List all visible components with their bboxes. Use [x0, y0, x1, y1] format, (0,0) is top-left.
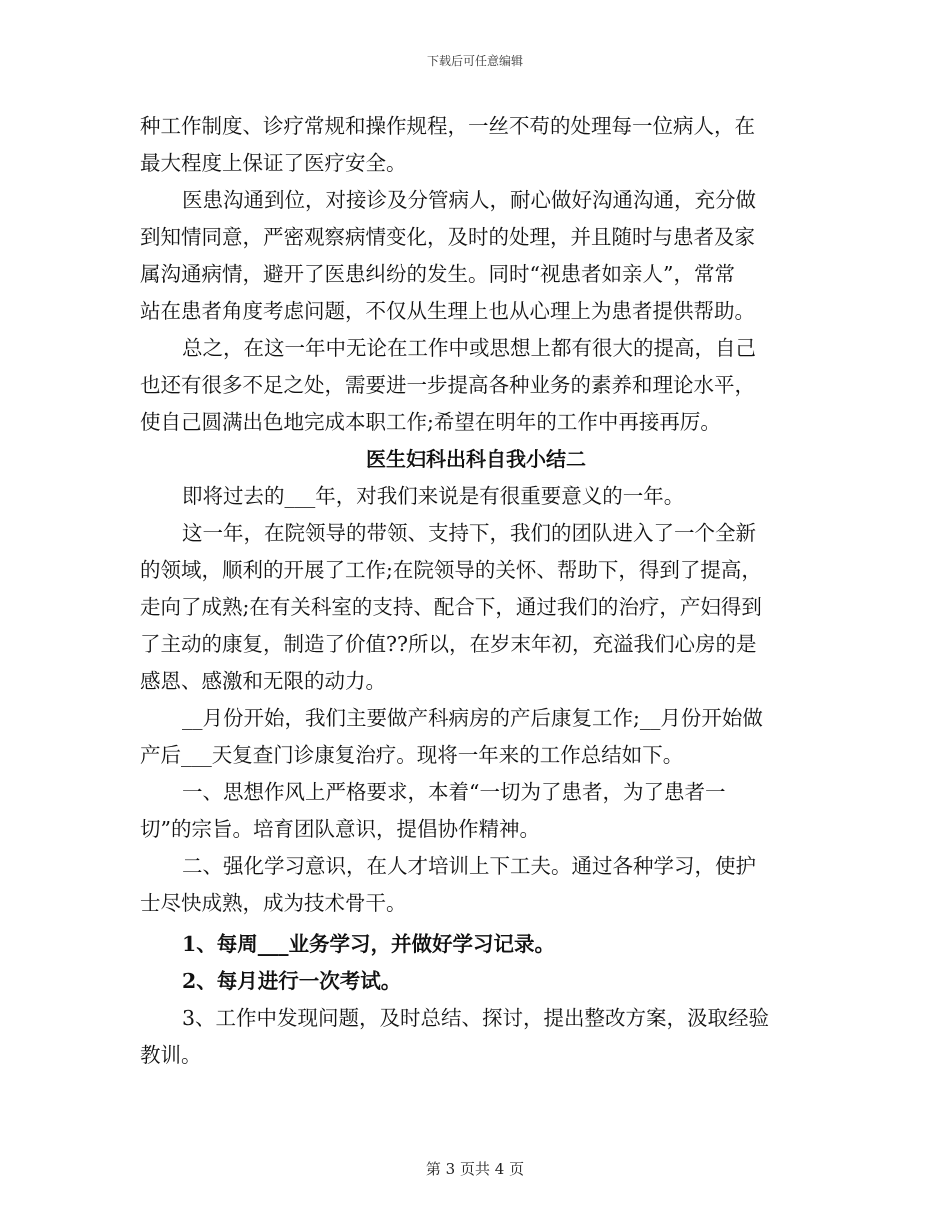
- paragraph-line: 二、强化学习意识，在人才培训上下工夫。通过各种学习，使护: [182, 854, 756, 878]
- page-number-footer: 第 3 页共 4 页: [425, 1160, 525, 1178]
- section-title: 医生妇科出科自我小结二: [366, 447, 586, 471]
- paragraph-line: 即将过去的___年，对我们来说是有很重要意义的一年。: [182, 484, 685, 508]
- paragraph-line: 总之，在这一年中无论在工作中或思想上都有很大的提高，自己: [182, 336, 756, 360]
- paragraph-line: 的领域，顺利的开展了工作;在院领导的关怀、帮助下，得到了提高，: [140, 558, 762, 582]
- paragraph-line: 医患沟通到位，对接诊及分管病人，耐心做好沟通沟通，充分做: [182, 188, 756, 212]
- list-item-bold: 1、每周___业务学习，并做好学习记录。: [182, 932, 556, 956]
- paragraph-line: 这一年，在院领导的带领、支持下，我们的团队进入了一个全新: [182, 521, 756, 545]
- list-item: 3、工作中发现问题，及时总结、探讨，提出整改方案，汲取经验: [182, 1006, 770, 1030]
- list-item-bold: 2、每月进行一次考试。: [182, 969, 402, 993]
- paragraph-line: 最大程度上保证了医疗安全。: [140, 151, 407, 175]
- paragraph-line: 到知情同意，严密观察病情变化，及时的处理，并且随时与患者及家: [140, 225, 755, 249]
- paragraph-line: 使自己圆满出色地完成本职工作;希望在明年的工作中再接再厉。: [140, 410, 721, 434]
- paragraph-line: 站在患者角度考虑问题，不仅从生理上也从心理上为患者提供帮助。: [140, 299, 755, 323]
- paragraph-line: 属沟通病情，避开了医患纠纷的发生。同时“视患者如亲人”，常常: [140, 262, 735, 286]
- document-body: [140, 108, 812, 1074]
- paragraph-line: 感恩、感激和无限的动力。: [140, 669, 386, 693]
- page-header-note: 下载后可任意编辑: [426, 54, 523, 68]
- paragraph-line: 也还有很多不足之处，需要进一步提高各种业务的素养和理论水平，: [140, 373, 755, 397]
- paragraph-line: 产后___天复查门诊康复治疗。现将一年来的工作总结如下。: [140, 743, 684, 767]
- paragraph-line: 走向了成熟;在有关科室的支持、配合下，通过我们的治疗，产妇得到: [140, 595, 762, 619]
- paragraph-line: __月份开始，我们主要做产科病房的产后康复工作;__月份开始做: [182, 706, 763, 730]
- paragraph-line: 了主动的康复，制造了价值??所以，在岁末年初，充溢我们心房的是: [140, 632, 757, 656]
- paragraph-line: 士尽快成熟，成为技术骨干。: [140, 891, 407, 915]
- paragraph-line: 教训。: [140, 1043, 202, 1067]
- paragraph-line: 切”的宗旨。培育团队意识，提倡协作精神。: [140, 817, 540, 841]
- paragraph-line: 一、思想作风上严格要求，本着“一切为了患者，为了患者一: [182, 780, 726, 804]
- paragraph-line: 种工作制度、诊疗常规和操作规程，一丝不苟的处理每一位病人，在: [140, 114, 755, 138]
